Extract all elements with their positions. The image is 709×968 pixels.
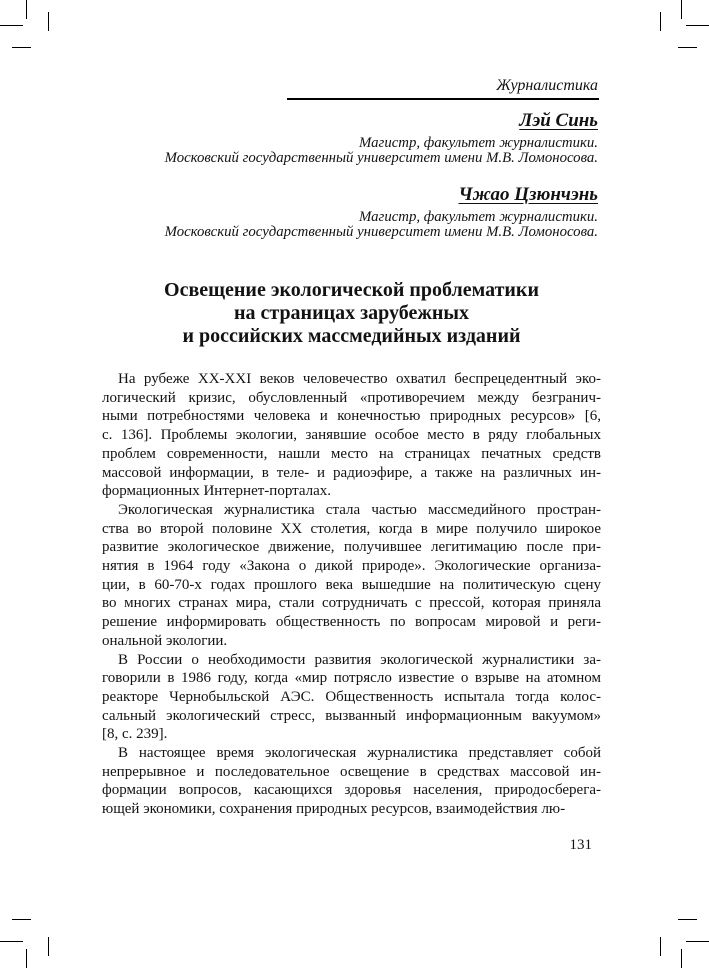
crop-mark (0, 25, 23, 26)
crop-mark (678, 919, 697, 920)
body-line: логический кризис, обусловленный «противоречием между безгранич- (102, 389, 601, 406)
body-line: формационных Интернет-порталах. (102, 483, 332, 500)
affiliation-line: Московский государственный университет имени М.В. Ломоносова. (164, 224, 598, 241)
crop-mark (660, 12, 661, 31)
crop-mark (26, 949, 27, 968)
article-body (102, 370, 601, 819)
body-line: Экологическая журналистика стала частью массмедийного простран- (118, 501, 601, 518)
body-line: В России о необходимости развития экологической журналистики за- (118, 651, 601, 668)
author-affiliation (78, 210, 598, 241)
running-head-rule (287, 98, 599, 100)
article-title-line: и российских массмедийных изданий (182, 325, 521, 347)
crop-mark (12, 919, 31, 920)
body-line: проблем современности, нашли место на страницах печатных средств (102, 445, 601, 462)
body-line: решение информировать общественность по вопросам мировой и реги- (102, 614, 601, 631)
author-block-2 (78, 184, 598, 241)
body-line: массовой информации, в теле- и радиоэфире, а также на различных ин- (102, 464, 601, 481)
body-line: с. 136]. Проблемы экологии, занявшие особое место в ряду глобальных (102, 427, 601, 444)
crop-mark (678, 47, 697, 48)
body-line: ства во второй половине XX столетия, когда в мире получило широкое (102, 520, 601, 537)
crop-mark (12, 47, 31, 48)
affiliation-line: Магистр, факультет журналистики. (359, 135, 598, 151)
crop-mark (681, 949, 682, 968)
author-block-1 (78, 110, 598, 167)
body-line: [8, с. 239]. (102, 726, 168, 743)
crop-mark (48, 12, 49, 31)
body-line: На рубеже XX-XXI веков человечество охватил беспрецедентный эко- (118, 371, 601, 387)
body-line: нятия в 1964 году «Закона о дикой природе». Экологические организа- (102, 558, 601, 575)
crop-mark (26, 0, 27, 19)
author-affiliation (78, 136, 598, 167)
crop-mark (660, 937, 661, 956)
crop-mark (48, 937, 49, 956)
body-line: ции, в 60-70-х годах прошлого века вышедшие на политическую сцену (102, 576, 601, 593)
body-line: развитие экологическое движение, получившее легитимацию после при- (102, 539, 601, 556)
crop-mark (686, 941, 709, 942)
crop-mark (686, 25, 709, 26)
affiliation-line: Магистр, факультет журналистики. (359, 209, 598, 225)
body-line: формации вопросов, касающихся здоровья населения, природосберега- (102, 782, 601, 799)
body-line: ональной экологии. (102, 632, 228, 649)
crop-mark (0, 941, 23, 942)
article-title (102, 279, 601, 348)
body-line: ными потребностями человека и конечностью природных ресурсов» [6, (102, 408, 601, 425)
body-line: реакторе Чернобыльской АЭС. Общественность испытала тогда колос- (102, 688, 601, 705)
body-line: непрерывное и последовательное освещение в средствах массовой ин- (102, 763, 601, 780)
body-line: говорили в 1986 году, когда «мир потрясло известие о взрыве на атомном (102, 670, 601, 687)
body-line: В настоящее время экологическая журналистика представляет собой (118, 745, 601, 762)
page-number: 131 (569, 837, 592, 853)
article-title-line: Освещение экологической проблематики (164, 279, 539, 301)
running-head-section: Журналистика (496, 77, 598, 94)
body-line: ющей экономики, сохранения природных ресурсов, взаимодействия лю- (102, 801, 566, 818)
article-title-line: на страницах зарубежных (233, 302, 470, 324)
body-line: во многих странах мира, стали сотрудничать с прессой, которая приняла (102, 595, 601, 612)
author-name: Чжао Цзюнчэнь (458, 184, 598, 205)
affiliation-line: Московский государственный университет имени М.В. Ломоносова. (164, 150, 598, 167)
author-name: Лэй Синь (519, 110, 598, 131)
body-line: сальный экологический стресс, вызванный информационным вакуумом» (102, 707, 601, 724)
crop-mark (681, 0, 682, 19)
